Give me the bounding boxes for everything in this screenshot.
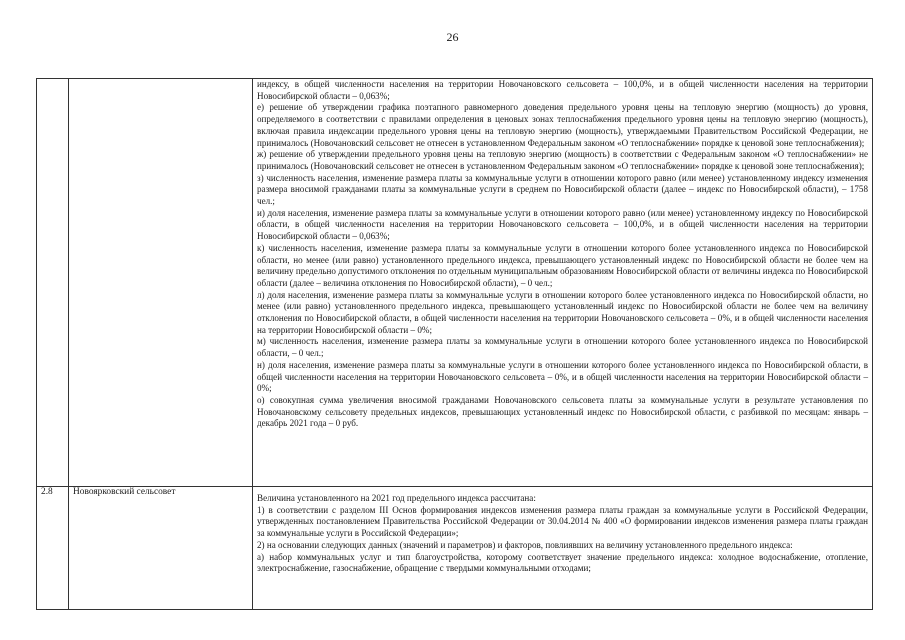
- description-cell: [253, 79, 873, 487]
- paragraph: 2) на основании следующих данных (значений и параметров) и факторов, повлиявших на величину установленного предельного индекса:: [257, 539, 793, 550]
- row-number: 2.8: [37, 487, 69, 610]
- paragraph: е) решение об утверждении графика поэтапного равномерного доведения предельного уровня цены на тепловую энергию (мощность) до уровня, определяемого в соответствии с правилами определения в ценовых зонах теплоснабжения предельного уровня цены на тепловую энергию (мощность), включая правила индексации предельного уровня цены на тепловую энергию (мощность), утверждаемыми Правительством Российской Федерации, не принималось (Новочановский сельсовет не отнесен в установленном Федеральным законом «О теплоснабжении» порядке к ценовой зоне теплоснабжения);: [257, 102, 868, 148]
- description-cell: [253, 487, 873, 610]
- paragraph: ж) решение об утверждении предельного уровня цены на тепловую энергию (мощность) в соответствии с Федеральным законом «О теплоснабжении» не принималось (Новочановский сельсовет не отнесен в установленном Федеральным законом «О теплоснабжении» порядке к ценовой зоне теплоснабжения);: [257, 149, 868, 171]
- paragraph: з) численность населения, изменение размера платы за коммунальные услуги в отношении которого равно (или менее) установленному индексу изменения размера вносимой гражданами платы за коммунальные услуги в среднем по Новосибирской области (далее – индекс по Новосибирской области), – 1758 чел.;: [257, 172, 868, 207]
- paragraph: индексу, в общей численности населения на территории Новочановского сельсовета – 100,0%, и в общей численности населения на территории Новосибирской области – 0,063%;: [257, 79, 868, 101]
- table-row: [37, 487, 873, 610]
- paragraph: и) доля населения, изменение размера платы за коммунальные услуги в отношении которого равно (или менее) установленному индексу по Новосибирской области, в общей численности населения на территории Новочановского сельсовета – 100,0%, и в общей численности населения на территории Новосибирской области – 0,063%;: [257, 207, 868, 242]
- table-row: [37, 79, 873, 487]
- paragraph: о) совокупная сумма увеличения вносимой гражданами Новочановского сельсовета платы за коммунальные услуги в результате установления по Новочановскому сельсовету предельных индексов, превышающих установленный индекс по Новосибирской области, с разбивкой по месяцам: январь – декабрь 2021 года – 0 руб.: [257, 394, 868, 429]
- paragraph: 1) в соответствии с разделом III Основ формирования индексов изменения размера платы граждан за коммунальные услуги в Российской Федерации, утвержденных постановлением Правительства Российской Федерации от 30.04.2014 № 400 «О формировании индексов изменения размера платы граждан за коммунальные услуги в Российской Федерации»;: [257, 504, 868, 539]
- paragraph: н) доля населения, изменение размера платы за коммунальные услуги в отношении которого более установленного индекса по Новосибирской области, в общей численности населения на территории Новочановского сельсовета – 0%, и в общей численности населения на территории Новосибирской области – 0%;: [257, 359, 868, 394]
- paragraph: а) набор коммунальных услуг и тип благоустройства, которому соответствует значение предельного индекса: холодное водоснабжение, отопление, электроснабжение, газоснабжение, обращение с твердыми коммунальными отходами;: [257, 551, 868, 574]
- municipality-name: [69, 79, 253, 487]
- paragraph: л) доля населения, изменение размера платы за коммунальные услуги в отношении которого более установленного индекса по Новосибирской области, но менее (или равно) установленного предельного индекса, превышающего установленный индекс по Новосибирской области не более чем на величину отклонения по Новосибирской области, в общей численности населения на территории Новочановского сельсовета – 0%, и в общей численности населения на территории Новосибирской области – 0%;: [257, 289, 868, 335]
- page-number: 26: [446, 30, 459, 44]
- paragraph: Величина установленного на 2021 год предельного индекса рассчитана:: [257, 493, 536, 503]
- municipality-name: Новоярковский сельсовет: [69, 487, 253, 610]
- row-number: [37, 79, 69, 487]
- paragraph: м) численность населения, изменение размера платы за коммунальные услуги в отношении которого более установленного индекса по Новосибирской области, – 0 чел.;: [257, 336, 868, 359]
- regulation-table: [36, 78, 873, 610]
- paragraph: к) численность населения, изменение размера платы за коммунальные услуги в отношении которого более установленного индекса по Новосибирской области, но менее (или равно) установленного предельного индекса, превышающего установленный индекс по Новосибирской области не более чем на величину предельно допустимого отклонения по отдельным муниципальным образованиям Новосибирской области от величины индекса по Новосибирской области (далее – величина отклонения по Новосибирской области), – 0 чел.;: [257, 242, 868, 288]
